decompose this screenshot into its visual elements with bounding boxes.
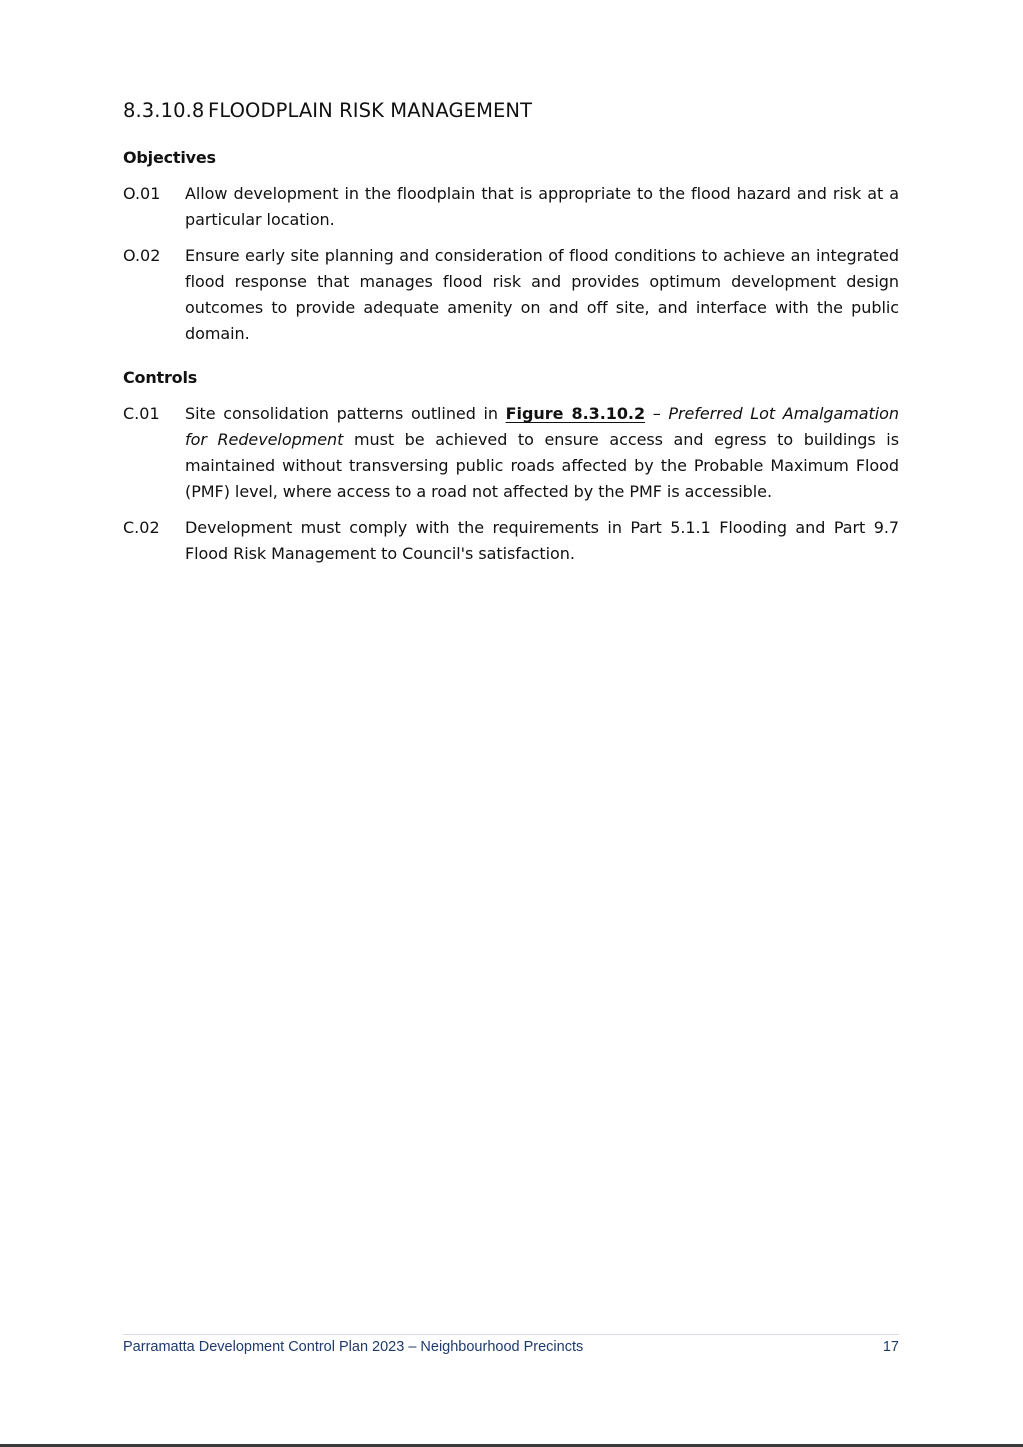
objective-text: Allow development in the floodplain that is appropriate to the flood hazard and risk at a particular location. (185, 184, 899, 229)
dash: – (645, 404, 669, 423)
controls-heading: Controls (123, 368, 198, 387)
control-item (123, 515, 899, 567)
control-code: C.02 (123, 518, 160, 537)
footer-document-title: Parramatta Development Control Plan 2023 – Neighbourhood Precincts (123, 1339, 584, 1355)
objective-item (123, 243, 899, 347)
section-heading (123, 99, 532, 123)
objective-text: Ensure early site planning and consideration of flood conditions to achieve an integrated flood response that manages flood risk and provides optimum development design outcomes to provide adequate amenity on and off site, and interface with the public domain. (185, 246, 899, 343)
objective-code: O.01 (123, 184, 161, 203)
control-code: C.01 (123, 404, 160, 423)
control-item (123, 401, 899, 505)
control-text: Development must comply with the requirements in Part 5.1.1 Flooding and Part 9.7 Flood Risk Management to Council's satisfaction. (185, 518, 899, 563)
control-text (185, 401, 899, 505)
footer-page-number: 17 (882, 1339, 899, 1355)
control-text-end: must be achieved to ensure access and egress to buildings is maintained without transversing public roads affected by the Probable Maximum Flood (PMF) level, where access to a road not affected by the PMF is accessible. (185, 430, 899, 501)
figure-title: Preferred Lot Amalgamation for Redevelopment (185, 404, 899, 449)
objective-code: O.02 (123, 246, 161, 265)
objective-item (123, 181, 899, 233)
section-number: 8.3.10.8 (123, 99, 205, 122)
objectives-heading: Objectives (123, 148, 216, 167)
control-text-start: Site consolidation patterns outlined in (185, 404, 506, 423)
section-title: FLOODPLAIN RISK MANAGEMENT (208, 99, 533, 122)
figure-reference-link[interactable]: Figure 8.3.10.2 (505, 404, 646, 423)
footer-divider (123, 1334, 899, 1335)
